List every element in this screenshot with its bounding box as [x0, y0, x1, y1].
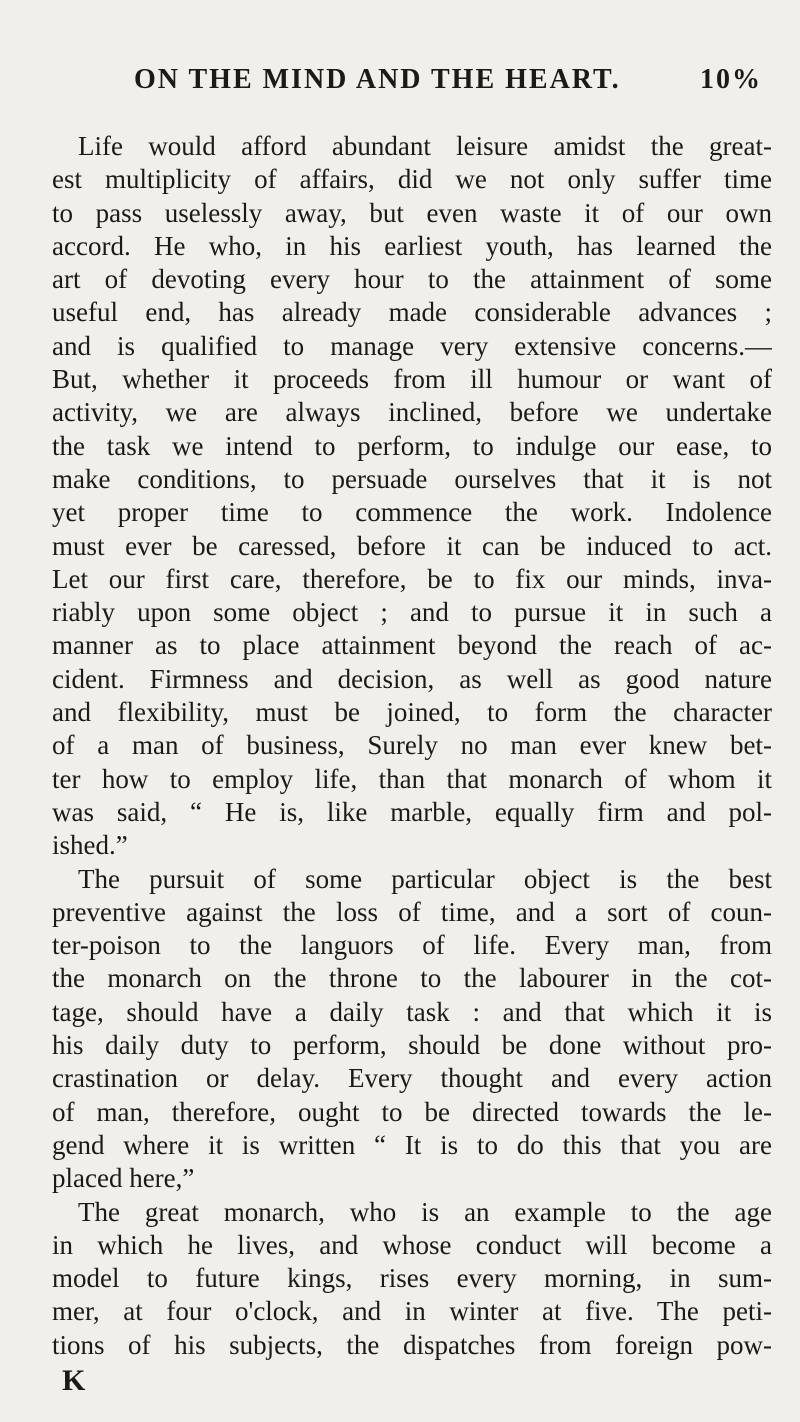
text-line: est multiplicity of affairs, did we not only suffer time	[52, 164, 772, 195]
text-line: gend where it is written “ It is to do this that you are	[52, 1129, 772, 1160]
text-line: activity, we are always inclined, before we undertake	[52, 397, 772, 428]
text-line: and is qualified to manage very extensive concerns.—	[52, 330, 772, 361]
text-line: model to future kings, rises every morning, in sum-	[52, 1263, 772, 1294]
text-line: to pass uselessly away, but even waste it of our own	[52, 197, 772, 228]
running-title: ON THE MIND AND THE HEART.	[134, 64, 621, 95]
text-line: of man, therefore, ought to be directed towards the le-	[52, 1096, 772, 1127]
page-number: 10%	[700, 64, 762, 95]
text-line: riably upon some object ; and to pursue it in such a	[52, 597, 772, 628]
text-line: must ever be caressed, before it can be induced to act.	[52, 530, 772, 561]
text-line: placed here,”	[52, 1163, 195, 1194]
text-line: his daily duty to perform, should be done without pro-	[52, 1030, 772, 1061]
text-line: of a man of business, Surely no man ever knew bet-	[52, 730, 772, 761]
text-line: preventive against the loss of time, and a sort of coun-	[52, 896, 772, 927]
text-line: crastination or delay. Every thought and every action	[52, 1063, 772, 1094]
text-line: tage, should have a daily task : and that which it is	[52, 996, 772, 1027]
text-line: the task we intend to perform, to indulge our ease, to	[52, 430, 772, 461]
running-head	[52, 64, 772, 96]
body-text	[52, 130, 772, 1362]
text-line: Life would afford abundant leisure amidst the great-	[78, 131, 772, 161]
text-line: useful end, has already made considerable advances ;	[52, 297, 772, 328]
text-line: make conditions, to persuade ourselves that it is not	[52, 463, 772, 494]
text-line: art of devoting every hour to the attainment of some	[52, 264, 772, 295]
signature-mark: K	[62, 1363, 86, 1397]
text-line: the monarch on the throne to the labourer in the cot-	[52, 963, 772, 994]
text-line: ter how to employ life, than that monarch of whom it	[52, 763, 772, 794]
text-line: The great monarch, who is an example to the age	[78, 1196, 772, 1227]
text-line: ter-poison to the languors of life. Every man, from	[52, 930, 772, 961]
text-line: ished.”	[52, 830, 128, 861]
text-line: and flexibility, must be joined, to form the character	[52, 697, 772, 728]
text-line: was said, “ He is, like marble, equally firm and pol-	[52, 796, 772, 827]
text-line: But, whether it proceeds from ill humour or want of	[52, 364, 772, 395]
text-line: in which he lives, and whose conduct will become a	[52, 1229, 772, 1260]
text-line: cident. Firmness and decision, as well as good nature	[52, 663, 772, 694]
text-line: manner as to place attainment beyond the reach of ac-	[52, 630, 772, 661]
text-line: yet proper time to commence the work. Indolence	[52, 497, 772, 528]
text-line: mer, at four o'clock, and in winter at five. The peti-	[52, 1296, 772, 1327]
text-line: accord. He who, in his earliest youth, has learned the	[52, 230, 772, 261]
text-line: Let our first care, therefore, be to fix our minds, inva-	[52, 563, 772, 594]
text-line: The pursuit of some particular object is the best	[78, 863, 772, 894]
text-line: tions of his subjects, the dispatches from foreign pow-	[52, 1329, 772, 1360]
